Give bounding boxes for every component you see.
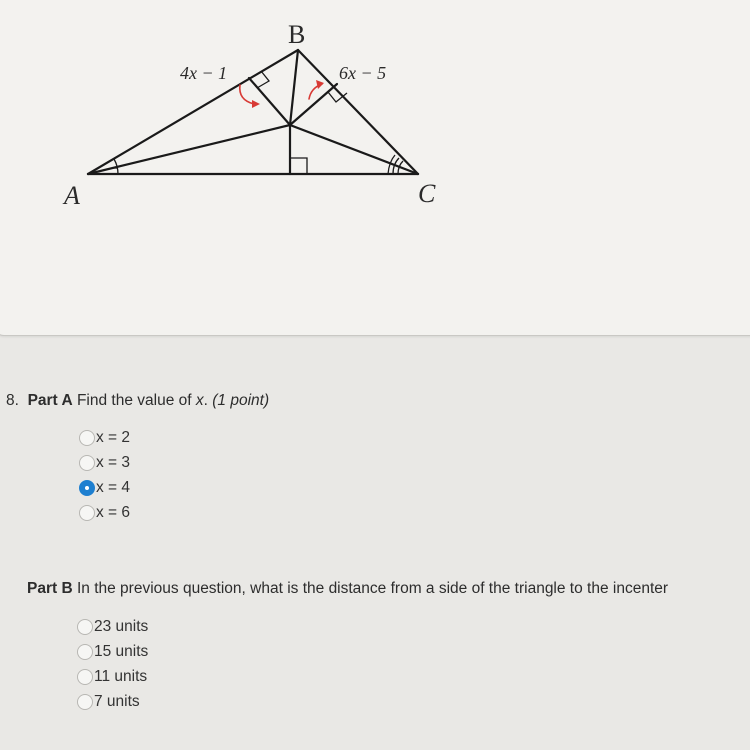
red-arrowhead-right — [316, 80, 324, 89]
part-a-option-selected[interactable] — [79, 475, 130, 500]
vertex-label-c: C — [418, 179, 436, 208]
option-label: 11 units — [94, 667, 148, 685]
option-label: x = 3 — [96, 453, 131, 471]
triangle-figure — [0, 0, 750, 340]
part-a-label: Part A — [27, 392, 73, 409]
part-b-option[interactable] — [77, 664, 148, 689]
side-label-ab: 4x − 1 — [180, 63, 228, 83]
option-label: 15 units — [94, 642, 149, 660]
radio-button[interactable] — [77, 694, 93, 710]
side-label-bc: 6x − 5 — [339, 63, 387, 83]
part-b-option[interactable] — [77, 614, 148, 639]
part-a-option[interactable] — [79, 500, 130, 525]
radio-button[interactable] — [77, 644, 93, 660]
radio-button[interactable] — [79, 430, 95, 446]
option-label: 23 units — [94, 617, 149, 635]
part-b-prompt: In the previous question, what is the distance from a side of the triangle to the incenter — [76, 580, 669, 597]
radio-button-selected[interactable] — [79, 480, 95, 496]
radio-button[interactable] — [79, 455, 95, 471]
part-a-option[interactable] — [79, 425, 130, 450]
part-a-option[interactable] — [79, 450, 130, 475]
option-label: x = 4 — [96, 478, 131, 496]
part-a-variable: x — [195, 392, 204, 409]
option-label: x = 2 — [96, 428, 131, 446]
vertex-label-a: A — [64, 181, 80, 210]
part-a-points: (1 point) — [212, 392, 270, 409]
option-label: x = 6 — [96, 503, 131, 521]
question-number: 8. — [6, 392, 19, 409]
radio-button[interactable] — [79, 505, 95, 521]
part-b-options — [77, 614, 148, 714]
part-a-options — [79, 425, 130, 525]
bisector-b — [290, 50, 298, 125]
right-angle-mark-ac — [290, 158, 307, 174]
part-a-prompt: Find the value of — [76, 392, 192, 409]
part-b-label: Part B — [27, 580, 73, 597]
red-arrowhead-left — [252, 100, 260, 108]
bisector-a — [88, 125, 290, 174]
part-b-option[interactable] — [77, 689, 148, 714]
radio-button[interactable] — [77, 669, 93, 685]
part-a-period: . — [203, 392, 208, 409]
perp-to-ab — [249, 78, 290, 125]
radio-button[interactable] — [77, 619, 93, 635]
red-arrow-left — [240, 85, 254, 104]
option-label: 7 units — [94, 692, 140, 710]
part-b-option[interactable] — [77, 639, 148, 664]
question-8-header — [6, 392, 269, 410]
part-b-header — [27, 580, 668, 598]
vertex-label-b: B — [288, 20, 306, 49]
